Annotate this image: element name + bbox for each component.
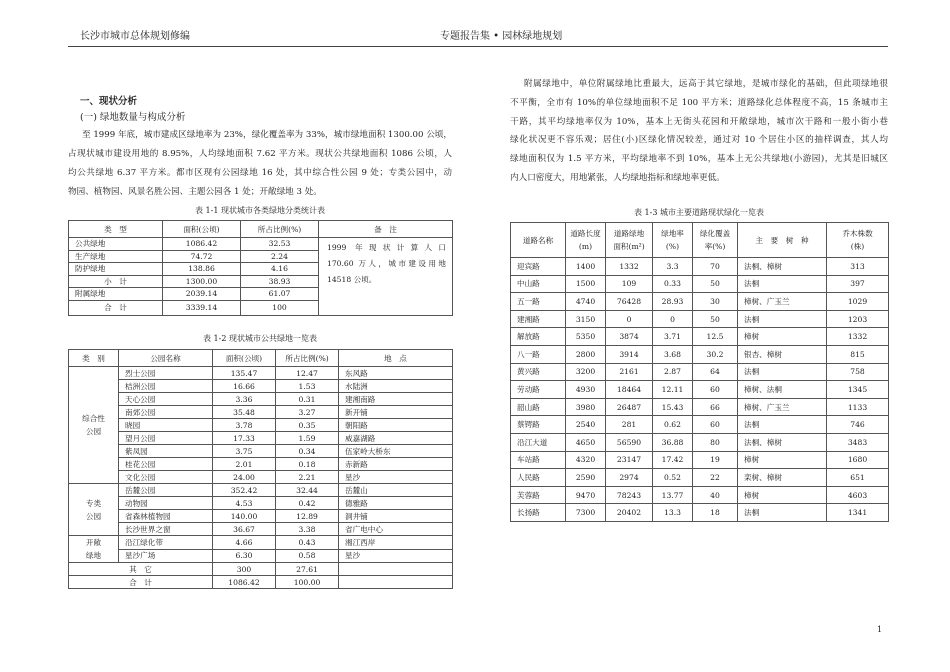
location-cell: 星沙 [339,549,453,563]
paragraph-line: 绿地面积仅为 1.5 平方米，平均绿地率不到 10%，基本上无公共绿地(小游园)，尤其是旧城区 [510,154,888,165]
header-line: 道路绿地 [613,229,645,238]
length-cell: 3150 [566,310,606,328]
header-line: (株) [850,242,865,251]
table-row [511,469,889,487]
category-line: 绿地 [85,551,102,560]
table-1-3-caption: 表 1-3 城市主要道路现状绿化一览表 [634,208,764,217]
table-header-row [69,221,453,238]
share-cell: 0.34 [276,445,339,458]
header-share: 所占比例(%) [241,221,319,238]
header-area: 面积(公顷) [163,221,241,238]
header-type: 类 型 [69,221,163,238]
area-cell: 35.48 [213,406,276,419]
green-area-cell: 26487 [606,398,653,416]
header-tree-count [827,223,889,258]
species-cell: 栾树、樟树 [738,469,827,487]
length-cell: 2800 [566,345,606,363]
trees-cell: 746 [827,416,889,434]
share-cell: 1.59 [276,432,339,445]
paragraph-line: 物园、植物园、风景名胜公园、主题公园各 1 处；开敞绿地 3 处。 [68,187,322,197]
share-cell: 12.89 [276,510,339,523]
area-cell: 74.72 [163,250,241,263]
green-area-cell: 109 [606,275,653,293]
road-cell: 黄兴路 [511,363,566,381]
location-cell: 省广电中心 [339,523,453,536]
green-space-classification-table [68,220,453,316]
paragraph-line: 内人口密度大，用地紧张，人均绿地指标和绿地率更低。 [510,172,725,183]
coverage-cell: 80 [693,433,738,451]
table-row [511,416,889,434]
category-cell [69,484,119,536]
green-area-cell: 1332 [606,258,653,276]
table-row [511,504,889,522]
header-park-name: 公园名称 [119,350,213,367]
park-name-cell: 省森林植物园 [119,510,213,523]
length-cell: 2590 [566,469,606,487]
species-cell: 法桐 [738,310,827,328]
location-cell: 朝阳路 [339,419,453,432]
park-name-cell: 望月公园 [119,432,213,445]
coverage-cell: 12.5 [693,328,738,346]
species-cell: 法桐 [738,363,827,381]
green-rate-cell: 0 [653,310,693,328]
green-area-cell: 18464 [606,381,653,399]
green-rate-cell: 13.3 [653,504,693,522]
coverage-cell: 22 [693,469,738,487]
table-row [69,536,453,550]
green-area-cell: 56590 [606,433,653,451]
header-location: 地 点 [339,350,453,367]
road-cell: 中山路 [511,275,566,293]
road-cell: 车站路 [511,451,566,469]
share-cell: 0.58 [276,549,339,563]
green-rate-cell: 3.3 [653,258,693,276]
length-cell: 4740 [566,293,606,311]
coverage-cell: 70 [693,258,738,276]
table-row [511,433,889,451]
table-row [511,275,889,293]
header-green-area [606,223,653,258]
table-row [511,310,889,328]
length-cell: 3200 [566,363,606,381]
road-cell: 沿江大道 [511,433,566,451]
table-row [69,238,453,251]
table-row [69,471,453,484]
length-cell: 3980 [566,398,606,416]
coverage-cell: 19 [693,451,738,469]
green-rate-cell: 17.42 [653,451,693,469]
coverage-cell: 40 [693,486,738,504]
table-row [511,363,889,381]
table-row [69,406,453,419]
road-cell: 劳动路 [511,381,566,399]
area-cell: 17.33 [213,432,276,445]
category-line: 开敞 [85,538,102,547]
share-cell: 27.61 [276,563,339,576]
species-cell: 法桐、樟树 [738,433,827,451]
note-line: 14518 公顷。 [327,275,377,284]
header-road-length [566,223,606,258]
area-cell: 2039.14 [163,288,241,301]
table-row [511,451,889,469]
trees-cell: 4603 [827,486,889,504]
paragraph-line: 均公共绿地 6.37 平方米。都市区现有公园绿地 16 处，其中综合性公园 9 处；专类公园中，动 [68,168,452,178]
share-cell: 3.27 [276,406,339,419]
header-area: 面积(公顷) [213,350,276,367]
share-cell: 2.21 [276,471,339,484]
green-rate-cell: 36.88 [653,433,693,451]
trees-cell: 651 [827,469,889,487]
table-row [69,484,453,497]
species-cell: 银杏、樟树 [738,345,827,363]
coverage-cell: 60 [693,416,738,434]
road-cell: 长扬路 [511,504,566,522]
table-body [69,238,453,316]
coverage-cell: 66 [693,398,738,416]
coverage-cell: 18 [693,504,738,522]
total-label-cell: 合 计 [69,576,213,589]
header-line: 面积(m²) [613,242,645,251]
location-cell: 德雅路 [339,497,453,510]
green-rate-cell: 0.52 [653,469,693,487]
green-area-cell: 20402 [606,504,653,522]
species-cell: 法桐、樟树 [738,258,827,276]
type-cell: 生产绿地 [69,250,163,263]
species-cell: 法桐 [738,504,827,522]
share-cell: 32.53 [241,238,319,251]
category-line: 公园 [85,511,102,521]
share-cell: 0.31 [276,393,339,406]
area-cell: 1086.42 [163,238,241,251]
area-cell: 36.67 [213,523,276,536]
location-cell [339,576,453,589]
table-row [69,393,453,406]
park-name-cell: 岳麓公园 [119,484,213,497]
green-rate-cell: 15.43 [653,398,693,416]
location-cell: 湘江西岸 [339,536,453,550]
park-name-cell: 沿江绿化带 [119,536,213,550]
header-line: 绿地率 [661,229,684,238]
table-row [69,549,453,563]
header-line: (%) [665,242,680,251]
green-rate-cell: 12.11 [653,381,693,399]
other-label-cell: 其 它 [69,563,213,576]
type-cell: 公共绿地 [69,238,163,251]
area-cell: 135.47 [213,367,276,380]
share-cell: 61.07 [241,288,319,301]
share-cell: 0.18 [276,458,339,471]
area-cell: 1086.42 [213,576,276,589]
location-cell: 东风路 [339,367,453,380]
species-cell: 樟树 [738,486,827,504]
area-cell: 300 [213,563,276,576]
public-green-space-table [68,349,453,589]
paragraph-line: 不平衡，全市有 10%的单位绿地面积不足 100 平方米；道路绿化总体程度不高，15 条城市主 [510,97,888,108]
category-line: 专类 [85,498,102,508]
note-line: 170.60 万人，城市建设用地 [327,259,446,268]
share-cell: 0.43 [276,536,339,550]
table-row [511,293,889,311]
area-cell: 140.00 [213,510,276,523]
species-cell: 樟树、法桐 [738,381,827,399]
trees-cell: 1341 [827,504,889,522]
location-cell: 岳麓山 [339,484,453,497]
area-cell: 4.66 [213,536,276,550]
length-cell: 9470 [566,486,606,504]
table-row [511,328,889,346]
length-cell: 7300 [566,504,606,522]
header-center-title: 专题报告集 • 园林绿地规划 [440,31,563,42]
park-name-cell: 星沙广场 [119,549,213,563]
category-line: 公园 [85,427,102,436]
share-cell: 3.38 [276,523,339,536]
table-body [511,258,889,522]
category-cell [69,367,119,484]
table-1-1-caption: 表 1-1 现状城市各类绿地分类统计表 [195,206,325,215]
table-row [511,258,889,276]
species-cell: 樟树 [738,451,827,469]
green-area-cell: 281 [606,416,653,434]
road-cell: 五一路 [511,293,566,311]
table-header-row [69,350,453,367]
species-cell: 樟树、广玉兰 [738,293,827,311]
green-rate-cell: 3.71 [653,328,693,346]
table-row [69,523,453,536]
note-cell [319,238,453,316]
table-1-2-caption: 表 1-2 现状城市公共绿地一览表 [203,334,317,343]
trees-cell: 815 [827,345,889,363]
type-cell: 小 计 [69,275,163,288]
green-area-cell: 0 [606,310,653,328]
area-cell: 352.42 [213,484,276,497]
table-row [511,486,889,504]
type-cell: 防护绿地 [69,263,163,276]
location-cell [339,563,453,576]
road-cell: 八一路 [511,345,566,363]
road-greening-table [510,222,889,522]
header-coverage [693,223,738,258]
share-cell: 32.44 [276,484,339,497]
area-cell: 24.00 [213,471,276,484]
park-name-cell: 桂花公园 [119,458,213,471]
share-cell: 1.53 [276,380,339,393]
share-cell: 38.93 [241,275,319,288]
green-rate-cell: 13.77 [653,486,693,504]
paragraph-line: 绿化状况更不容乐观；居住(小)区绿化情况较差，通过对 10 个居住小区的抽样调查，其人均 [510,135,888,146]
area-cell: 16.66 [213,380,276,393]
table-row [69,432,453,445]
share-cell: 100 [241,300,319,315]
trees-cell: 758 [827,363,889,381]
note-line: 1999 年现状计算人口 [327,243,446,252]
location-cell: 洞井铺 [339,510,453,523]
share-cell: 100.00 [276,576,339,589]
total-row [69,576,453,589]
park-name-cell: 长沙世界之窗 [119,523,213,536]
location-cell: 赤新路 [339,458,453,471]
green-rate-cell: 28.93 [653,293,693,311]
trees-cell: 1029 [827,293,889,311]
table-row [69,367,453,380]
green-area-cell: 2974 [606,469,653,487]
table-body [69,367,453,589]
header-green-rate [653,223,693,258]
road-cell: 人民路 [511,469,566,487]
length-cell: 4320 [566,451,606,469]
table-row [69,510,453,523]
trees-cell: 313 [827,258,889,276]
table-row [511,398,889,416]
area-cell: 138.86 [163,263,241,276]
length-cell: 5350 [566,328,606,346]
park-name-cell: 烈士公园 [119,367,213,380]
area-cell: 2.01 [213,458,276,471]
green-rate-cell: 2.87 [653,363,693,381]
park-name-cell: 紫凤园 [119,445,213,458]
location-cell: 新开铺 [339,406,453,419]
page-number: 1 [877,625,883,634]
area-cell: 1300.00 [163,275,241,288]
road-cell: 建湘路 [511,310,566,328]
location-cell: 星沙 [339,471,453,484]
paragraph-line: 附属绿地中，单位附属绿地比重最大，远高于其它绿地，是城市绿化的基础，但此项绿地很 [524,79,888,89]
area-cell: 3.75 [213,445,276,458]
header-note: 备 注 [319,221,453,238]
length-cell: 4930 [566,381,606,399]
area-cell: 3.36 [213,393,276,406]
coverage-cell: 30 [693,293,738,311]
green-area-cell: 3914 [606,345,653,363]
area-cell: 6.30 [213,549,276,563]
trees-cell: 1133 [827,398,889,416]
header-species: 主 要 树 种 [738,223,827,258]
category-line: 综合性 [82,414,105,423]
trees-cell: 1345 [827,381,889,399]
species-cell: 樟树、广玉兰 [738,398,827,416]
share-cell: 12.47 [276,367,339,380]
right-paragraph [510,75,888,188]
species-cell: 法桐 [738,416,827,434]
species-cell: 法桐 [738,275,827,293]
other-row [69,563,453,576]
coverage-cell: 64 [693,363,738,381]
header-line: 率(%) [704,242,726,251]
area-cell: 4.53 [213,497,276,510]
location-cell: 水陆洲 [339,380,453,393]
trees-cell: 1680 [827,451,889,469]
subsection-title: (一) 绿地数量与构成分析 [80,112,186,123]
header-line: 道路长度 [570,229,601,238]
park-name-cell: 晓园 [119,419,213,432]
road-cell: 韶山路 [511,398,566,416]
length-cell: 4650 [566,433,606,451]
category-cell [69,536,119,563]
header-left-title: 长沙市城市总体规划修编 [80,31,190,42]
park-name-cell: 文化公园 [119,471,213,484]
road-cell: 蔡锷路 [511,416,566,434]
length-cell: 2540 [566,416,606,434]
green-area-cell: 2161 [606,363,653,381]
table-row [69,445,453,458]
coverage-cell: 30.2 [693,345,738,363]
green-rate-cell: 3.68 [653,345,693,363]
header-road-name: 道路名称 [511,223,566,258]
share-cell: 4.16 [241,263,319,276]
table-row [69,497,453,510]
green-area-cell: 3874 [606,328,653,346]
road-cell: 解放路 [511,328,566,346]
header-category: 类 别 [69,350,119,367]
road-cell: 芙蓉路 [511,486,566,504]
green-area-cell: 78243 [606,486,653,504]
type-cell: 合 计 [69,300,163,315]
trees-cell: 397 [827,275,889,293]
green-rate-cell: 0.33 [653,275,693,293]
coverage-cell: 50 [693,275,738,293]
area-cell: 3.78 [213,419,276,432]
header-line: (m) [578,242,593,251]
table-row [511,345,889,363]
park-name-cell: 天心公园 [119,393,213,406]
green-rate-cell: 0.62 [653,416,693,434]
area-cell: 3339.14 [163,300,241,315]
type-cell: 附属绿地 [69,288,163,301]
trees-cell: 3483 [827,433,889,451]
paragraph-line: 干路，其平均绿地率仅为 10%，基本上无街头花园和开敞绿地，城市次干路和一般小街小巷 [510,116,888,127]
table-row [69,458,453,471]
trees-cell: 1203 [827,310,889,328]
share-cell: 2.24 [241,250,319,263]
length-cell: 1500 [566,275,606,293]
park-name-cell: 南郊公园 [119,406,213,419]
location-cell: 威嘉湖路 [339,432,453,445]
header-line: 绿化覆盖 [699,229,731,238]
header-share: 所占比例(%) [276,350,339,367]
trees-cell: 1332 [827,328,889,346]
green-area-cell: 23147 [606,451,653,469]
section-title: 一、现状分析 [80,96,138,107]
left-paragraph [68,126,452,202]
length-cell: 1400 [566,258,606,276]
species-cell: 樟树 [738,328,827,346]
coverage-cell: 50 [693,310,738,328]
table-header-row [511,223,889,258]
location-cell: 伍家岭大桥东 [339,445,453,458]
green-area-cell: 76428 [606,293,653,311]
paragraph-line: 至 1999 年底，城市建成区绿地率为 23%，绿化覆盖率为 33%，城市绿地面积 1300.00 公顷， [82,130,452,140]
coverage-cell: 60 [693,381,738,399]
header-line: 乔木株数 [842,229,873,238]
park-name-cell: 动物园 [119,497,213,510]
share-cell: 0.35 [276,419,339,432]
table-row [511,381,889,399]
table-row [69,380,453,393]
header-rule [68,46,888,47]
road-cell: 迎宾路 [511,258,566,276]
location-cell: 建湘南路 [339,393,453,406]
paragraph-line: 占现状城市建设用地的 8.95%，人均绿地面积 7.62 平方米。现状公共绿地面积 1086 公顷，人 [68,149,452,159]
park-name-cell: 桔洲公园 [119,380,213,393]
share-cell: 0.42 [276,497,339,510]
table-row [69,419,453,432]
